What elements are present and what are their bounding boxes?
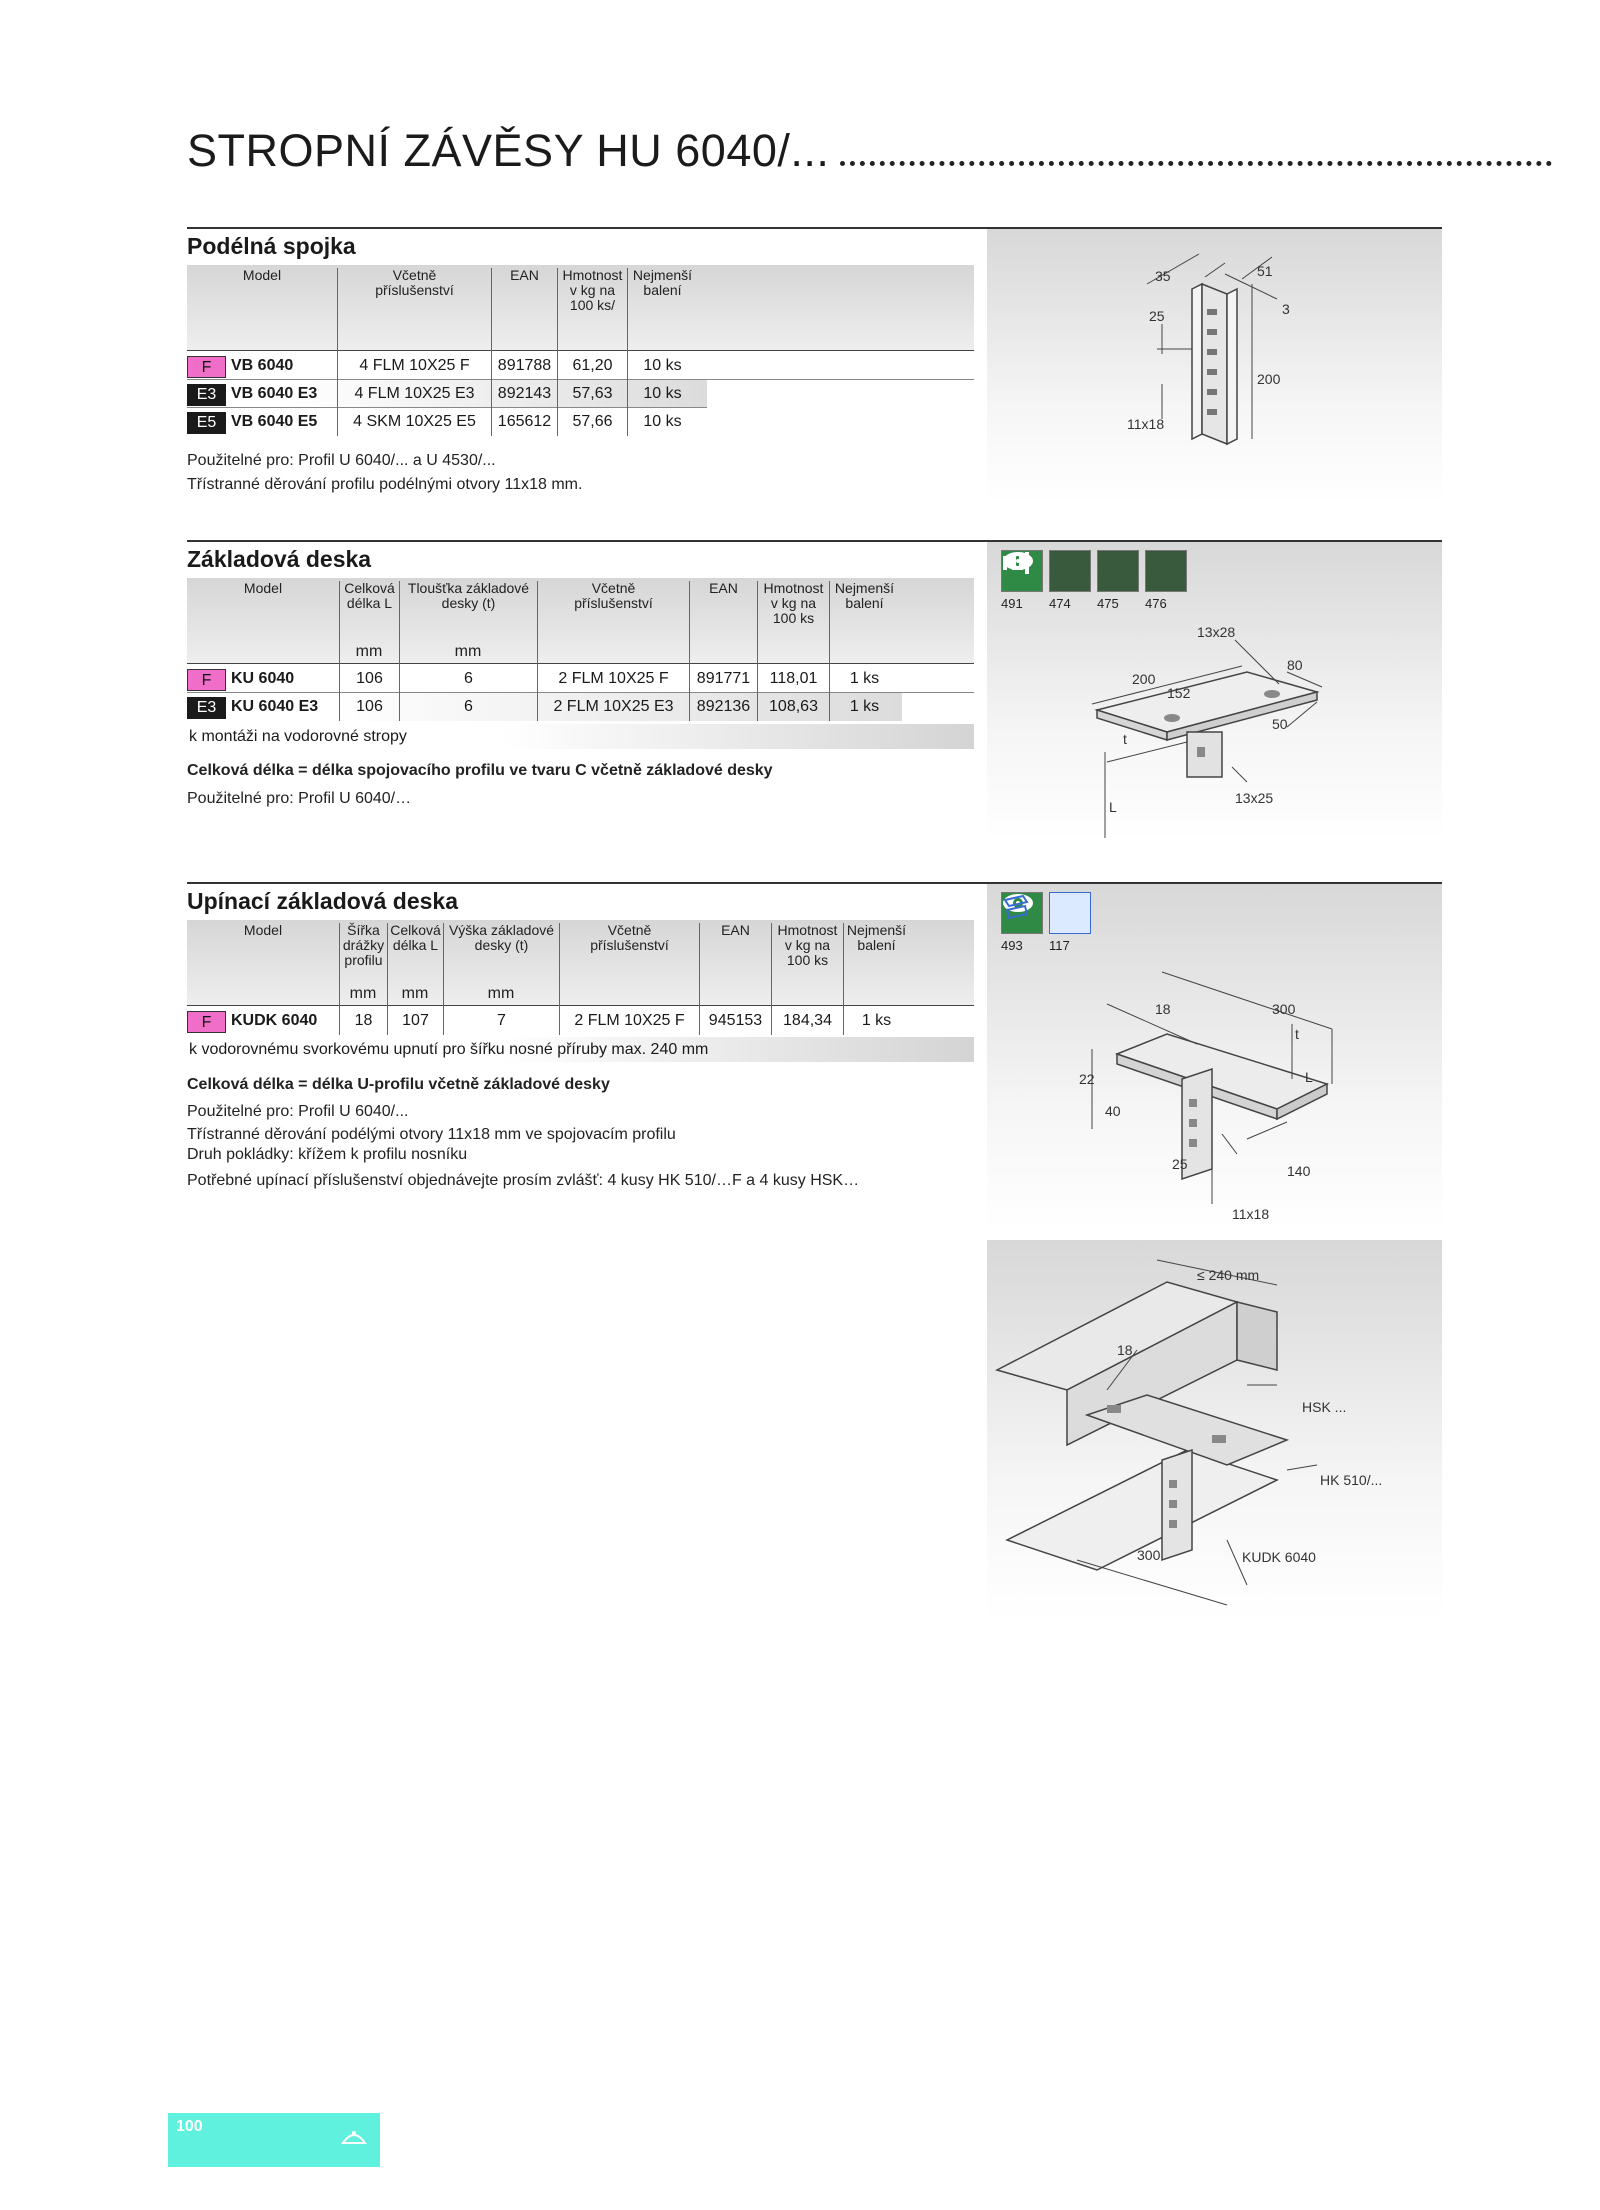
dim-label: 3: [1282, 301, 1290, 317]
part-label: HSK ...: [1302, 1399, 1347, 1415]
icon-caption: 491: [1001, 596, 1023, 611]
col-header-model: Model: [243, 922, 283, 938]
dim-label: 200: [1132, 671, 1156, 687]
ean-cell: 892143: [491, 380, 557, 408]
footer-page-badge: [168, 2113, 380, 2167]
usage-note: Použitelné pro: Profil U 6040/…: [187, 790, 412, 807]
col-header-weight: Hmotnost v kg na 100 ks/: [557, 268, 627, 353]
unit-label: mm: [355, 643, 383, 660]
section-longitudinal-connector: [187, 227, 1442, 507]
finish-badge: F: [187, 1011, 226, 1033]
col-header-ean: EAN: [491, 268, 557, 353]
model-cell: VB 6040 E3: [231, 385, 318, 402]
page-title: STROPNÍ ZÁVĚSY HU 6040/...: [187, 125, 830, 176]
ean-cell: 891771: [689, 665, 757, 693]
weight-cell: 108,63: [757, 693, 829, 721]
col-header-ean: EAN: [699, 923, 771, 1008]
dim-label: 13x25: [1235, 790, 1274, 806]
base-plate-drawing-svg: [987, 542, 1442, 840]
dim-label: t: [1123, 731, 1127, 747]
height-cell: 7: [443, 1007, 559, 1035]
col-header-weight: Hmotnost v kg na 100 ks: [771, 923, 843, 1008]
connector-drawing-svg: [987, 229, 1442, 504]
installation-drawing: [987, 1240, 1442, 1620]
thickness-cell: 6: [399, 665, 537, 693]
col-header-height: Výška základové desky (t): [443, 923, 559, 1008]
table-row: [187, 1007, 974, 1035]
usage-note: Použitelné pro: Profil U 6040/...: [187, 1103, 409, 1120]
brand-logo-icon: [340, 2125, 368, 2154]
col-header-accessories: Včetně příslušenství: [559, 923, 699, 1008]
weight-cell: 118,01: [757, 665, 829, 693]
dim-label: t: [1295, 1026, 1299, 1042]
ean-cell: 892136: [689, 693, 757, 721]
dim-label: ≤ 240 mm: [1197, 1267, 1260, 1283]
finish-badge: E3: [187, 384, 226, 406]
section-title: Základová deska: [187, 546, 372, 572]
dim-label: 25: [1149, 308, 1165, 324]
finish-badge: E5: [187, 412, 226, 434]
length-definition-note: Celková délka = délka spojovacího profilu ve tvaru C včetně základové desky: [187, 762, 773, 779]
connector-drawing: [987, 229, 1442, 504]
length-cell: 106: [339, 665, 399, 693]
section-title: Podélná spojka: [187, 233, 356, 259]
accessories-cell: 4 FLM 10X25 F: [337, 352, 491, 380]
dim-label: 35: [1155, 268, 1171, 284]
dim-label: 22: [1079, 1071, 1095, 1087]
model-cell: KU 6040: [231, 670, 295, 687]
part-label: HK 510/...: [1320, 1472, 1383, 1488]
dim-label: 11x18: [1232, 1206, 1270, 1222]
base-plate-drawing: [987, 542, 1442, 840]
dim-label: 152: [1167, 685, 1191, 701]
dim-label: 80: [1287, 657, 1303, 673]
mounting-note: k montáži na vodorovné stropy: [187, 724, 974, 749]
usage-note: Použitelné pro: Profil U 6040/... a U 4530/...: [187, 452, 496, 469]
accessories-cell: 2 FLM 10X25 F: [559, 1007, 699, 1035]
table-header: [187, 578, 974, 664]
accessories-cell: 2 FLM 10X25 F: [537, 665, 689, 693]
dim-label: 200: [1257, 371, 1281, 387]
icon-caption: 474: [1049, 596, 1071, 611]
clamping-plate-drawing-svg: [987, 884, 1442, 1232]
ean-cell: 165612: [491, 408, 557, 436]
col-header-accessories: Včetně příslušenství: [337, 268, 491, 353]
dim-label: 25: [1172, 1156, 1188, 1172]
weight-cell: 57,63: [557, 380, 627, 408]
dim-label: 11x18: [1127, 416, 1165, 432]
title-dotted-leader: [840, 150, 1552, 166]
unit-label: mm: [349, 985, 377, 1002]
table-row: [187, 352, 974, 380]
col-header-pack: Nejmenší balení: [829, 581, 899, 666]
table-header: [187, 920, 974, 1006]
col-header-weight: Hmotnost v kg na 100 ks: [757, 581, 829, 666]
part-label: KUDK 6040: [1242, 1549, 1316, 1565]
dim-label: 300: [1272, 1001, 1296, 1017]
model-cell: KUDK 6040: [231, 1012, 318, 1029]
dim-label: L: [1305, 1069, 1313, 1085]
finish-badge: E3: [187, 697, 226, 719]
icon-caption: 476: [1145, 596, 1167, 611]
ean-cell: 891788: [491, 352, 557, 380]
dim-label: 40: [1105, 1103, 1121, 1119]
thickness-cell: 6: [399, 693, 537, 721]
length-definition-note: Celková délka = délka U-profilu včetně základové desky: [187, 1076, 610, 1093]
table-header: [187, 265, 974, 351]
col-header-pack: Nejmenší balení: [843, 923, 909, 1008]
pack-cell: 10 ks: [627, 352, 697, 380]
col-header-thickness: Tloušťka základové desky (t): [399, 581, 537, 666]
col-header-model: Model: [242, 267, 282, 283]
section-clamping-base-plate: [187, 882, 1442, 1622]
col-header-groove: Šířka drážky profilu: [339, 923, 387, 1008]
clamping-note: k vodorovnému svorkovému upnutí pro šířku nosné příruby max. 240 mm: [187, 1037, 974, 1062]
pack-cell: 10 ks: [627, 380, 697, 408]
dim-label: 300: [1137, 1547, 1161, 1563]
icon-caption: 475: [1097, 596, 1119, 611]
pack-cell: 1 ks: [829, 693, 899, 721]
installation-drawing-svg: [987, 1240, 1442, 1620]
order-note: Potřebné upínací příslušenství objednávejte prosím zvlášť: 4 kusy HK 510/…F a 4 kusy HSK…: [187, 1172, 860, 1189]
dim-label: 18: [1155, 1001, 1171, 1017]
ean-cell: 945153: [699, 1007, 771, 1035]
perforation-note: Třístranné děrování podélými otvory 11x18 mm ve spojovacím profilu: [187, 1126, 676, 1143]
dim-label: 51: [1257, 263, 1273, 279]
pack-cell: 1 ks: [843, 1007, 909, 1035]
table-row: [187, 380, 707, 408]
page-number: 100: [176, 2118, 203, 2135]
weight-cell: 184,34: [771, 1007, 843, 1035]
groove-cell: 18: [339, 1007, 387, 1035]
dim-label: 140: [1287, 1163, 1311, 1179]
model-cell: VB 6040: [231, 357, 294, 374]
unit-label: mm: [454, 643, 482, 660]
icon-caption: 117: [1049, 938, 1070, 953]
length-cell: 107: [387, 1007, 443, 1035]
col-header-accessories: Včetně příslušenství: [537, 581, 689, 666]
col-header-model: Model: [243, 580, 283, 596]
accessories-cell: 2 FLM 10X25 E3: [537, 693, 689, 721]
dim-label: 13x28: [1197, 624, 1236, 640]
section-title: Upínací základová deska: [187, 888, 459, 914]
icon-caption: 493: [1001, 938, 1023, 953]
pack-cell: 10 ks: [627, 408, 697, 436]
dim-label: L: [1109, 799, 1117, 815]
laying-note: Druh pokládky: křížem k profilu nosníku: [187, 1146, 468, 1163]
model-cell: KU 6040 E3: [231, 698, 319, 715]
unit-label: mm: [401, 985, 429, 1002]
col-header-length: Celková délka L: [339, 581, 399, 666]
dim-label: 18: [1117, 1342, 1133, 1358]
length-cell: 106: [339, 693, 399, 721]
table-row: [187, 665, 974, 693]
unit-label: mm: [487, 985, 515, 1002]
col-header-ean: EAN: [689, 581, 757, 666]
dim-label: 50: [1272, 716, 1288, 732]
col-header-length: Celková délka L: [387, 923, 443, 1008]
finish-badge: F: [187, 356, 226, 378]
accessories-cell: 4 FLM 10X25 E3: [337, 380, 491, 408]
table-row: [187, 693, 902, 721]
perforation-note: Třístranné děrování profilu podélnými otvory 11x18 mm.: [187, 476, 583, 493]
col-header-pack: Nejmenší balení: [627, 268, 697, 353]
finish-badge: F: [187, 669, 226, 691]
clamping-plate-drawing: [987, 884, 1442, 1232]
weight-cell: 57,66: [557, 408, 627, 436]
section-base-plate: [187, 540, 1442, 840]
accessories-cell: 4 SKM 10X25 E5: [337, 408, 491, 436]
pack-cell: 1 ks: [829, 665, 899, 693]
model-cell: VB 6040 E5: [231, 413, 318, 430]
table-row: [187, 408, 707, 436]
weight-cell: 61,20: [557, 352, 627, 380]
